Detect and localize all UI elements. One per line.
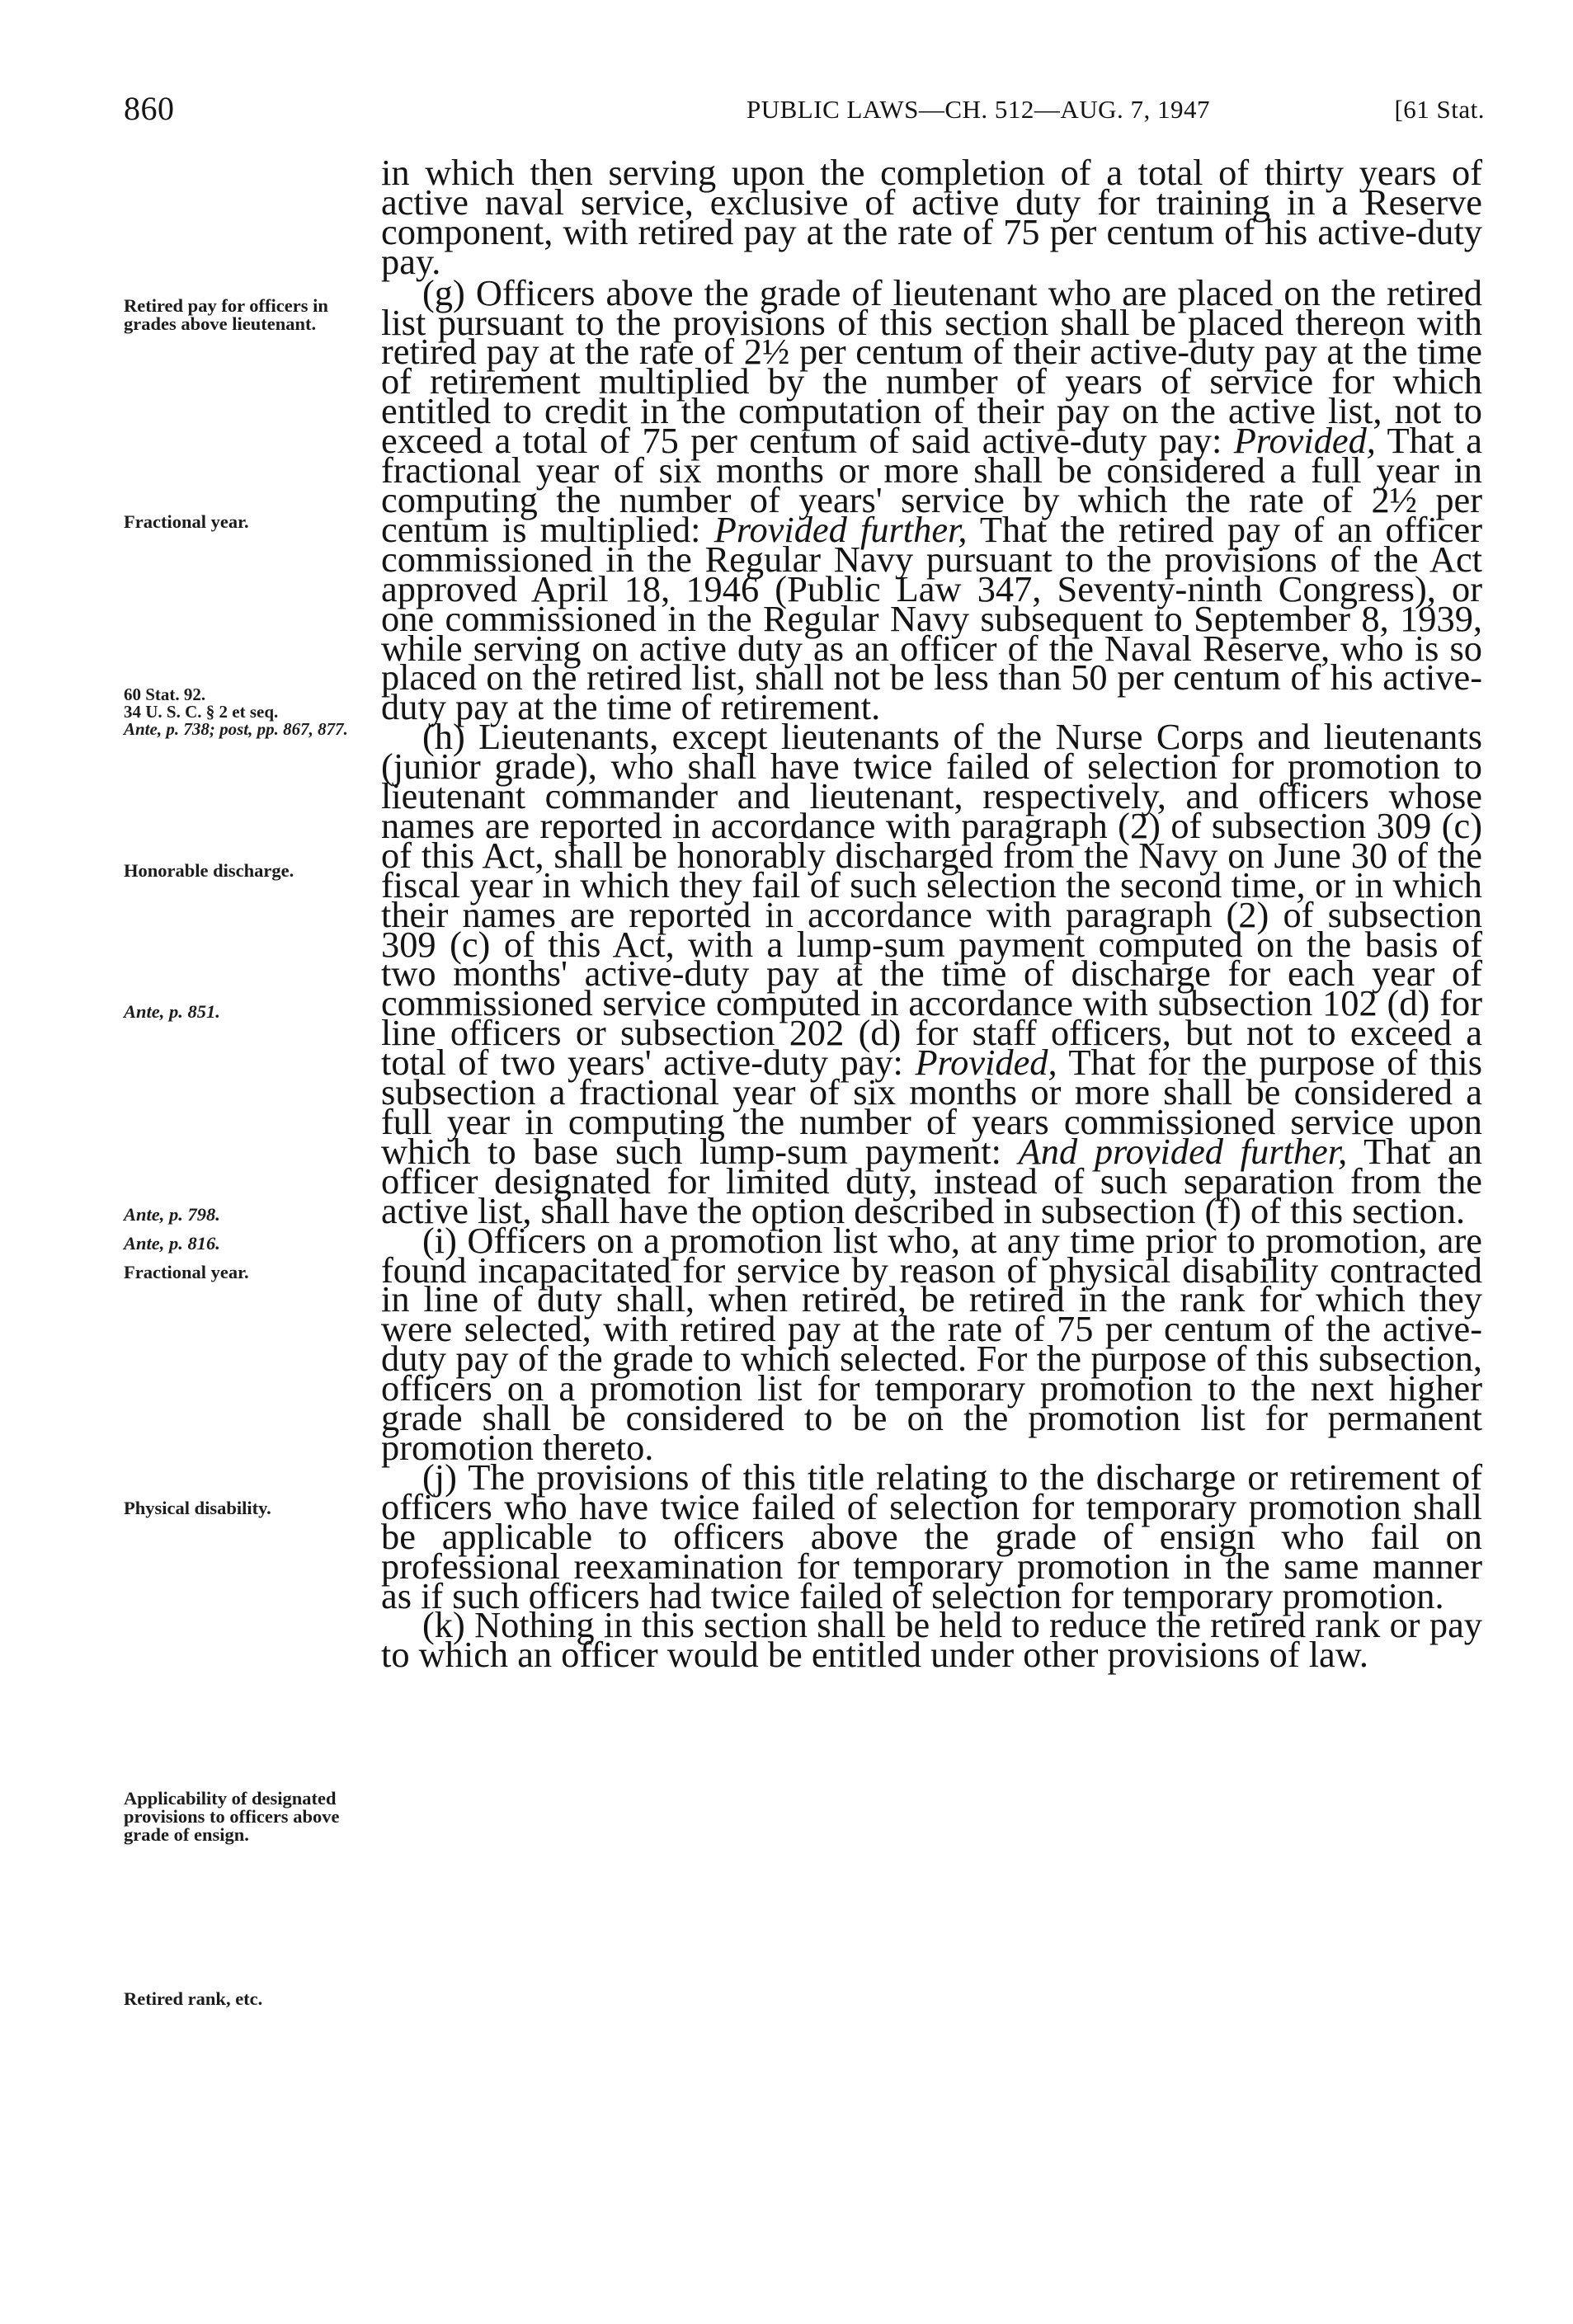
paragraph-g [381,271,1482,728]
margin-note-citation-34-usc: 34 U. S. C. § 2 et seq. [124,702,279,722]
margin-note-retired-pay: Retired pay for officers in grades above lieutenant. [124,295,328,334]
paragraph-h-text-2: That for the purpose of this subsection a fractional year of six months or more shall be considered a full year in computing the number of years commissioned service upon which to base such lump-sum payment: [381,1042,1483,1172]
paragraph-i: (i) Officers on a promotion list who, at any time prior to promotion, are found incapacitated for service by reason of physical disability contracted in line of duty shall, when retired, be retired in the rank for which they were selected, with retired pay at the rate of 75 per centum of the active-duty pay of the grade to which selected. For the purpose of this subsection, officers on a promotion list for temporary promotion to the next higher grade shall be considered to be on the promotion list for permanent promotion thereto. [381,1219,1482,1468]
header-title: PUBLIC LAWS—CH. 512—AUG. 7, 1947 [746,95,1211,124]
body-text-column [381,152,1483,1676]
paragraph-h-proviso-further: And provided further, [1018,1130,1348,1172]
paragraph-h-text-3: That an officer designated for limited duty, instead of such separation from the active list, shall have the option described in subsection (f) of this section. [381,1130,1482,1231]
paragraph-k: (k) Nothing in this section shall be held to reduce the retired rank or pay to which an officer would be entitled under other provisions of law. [381,1604,1482,1676]
header-volume: [61 Stat. [1394,95,1485,124]
margin-note-citation-ante: Ante, p. 738; post, pp. 867, 877. [124,719,348,739]
margin-note-ante-816: Ante, p. 816. [124,1233,220,1254]
page-number: 860 [124,90,175,127]
paragraph-g-proviso: Provided, [1233,420,1376,462]
paragraph-continuation: in which then serving upon the completion of a total of thirty years of active naval service, exclusive of active duty for training in a Reserve component, with retired pay at the rate of 75 per centum of his active-duty pay. [381,152,1482,282]
margin-note-honorable-discharge: Honorable discharge. [124,860,294,881]
paragraph-g-proviso-further: Provided further, [714,508,968,550]
paragraph-h-proviso: Provided, [915,1042,1057,1084]
paragraph-j: (j) The provisions of this title relating to the discharge or retirement of officers who have twice failed of selection for temporary promotion shall be applicable to officers above the grade of ensign who fail on professional reexamination for temporary promotion in the same manner as if such officers had twice failed of selection for temporary promotion. [381,1456,1482,1616]
margin-note-physical-disability: Physical disability. [124,1498,271,1518]
margin-note-applicability: Applicability of designated provisions to officers above grade of ensign. [124,1788,340,1845]
margin-note-citation-60-stat: 60 Stat. 92. [124,684,206,704]
paragraph-g-text-1: (g) Officers above the grade of lieutenant who are placed on the retired list pursuant to the provisions of this section shall be placed thereon with retired pay at the rate of 2½ per centum of their active-duty pay at the time of retirement multiplied by the number of years of service for which entitled to credit in the computation of their pay on the active list, not to exceed a total of 75 per centum of said active-duty pay: [381,271,1482,462]
paragraph-g-text-3: That the retired pay of an officer commissioned in the Regular Navy pursuant to the provisions of the Act approved April 18, 1946 (Public Law 347, Seventy-ninth Congress), or one commissioned in the Regular Navy subsequent to September 8, 1939, while serving on active duty as an officer of the Naval Reserve, who is so placed on the retired list, shall not be less than 50 per centum of his active-duty pay at the time of retirement. [381,508,1482,728]
margin-note-fractional-year: Fractional year. [124,511,249,532]
margin-note-ante-798: Ante, p. 798. [124,1204,220,1225]
margin-note-fractional-year-2: Fractional year. [124,1262,249,1282]
margin-note-retired-rank: Retired rank, etc. [124,1988,263,2009]
paragraph-g-text-2: That a fractional year of six months or more shall be considered a full year in computing the number of years' service by which the rate of 2½ per centum is multiplied: [381,420,1482,550]
margin-note-ante-851: Ante, p. 851. [124,1001,220,1022]
running-header [124,89,1485,130]
paragraph-h-text-1: (h) Lieutenants, except lieutenants of the Nurse Corps and lieutenants (junior grade), who shall have twice failed of selection for promotion to lieutenant commander and lieutenant, respectively, and officers whose names are reported in accordance with paragraph (2) of subsection 309 (c) of this Act, shall be honorably discharged from the Navy on June 30 of the fiscal year in which they fail of such selection the second time, or in which their names are reported in accordance with paragraph (2) of subsection 309 (c) of this Act, with a lump-sum payment computed on the basis of two months' active-duty pay at the time of discharge for each year of commissioned service computed in accordance with subsection 102 (d) for line officers or subsection 202 (d) for staff officers, but not to exceed a total of two years' active-duty pay: [381,716,1482,1084]
paragraph-h [381,716,1483,1231]
